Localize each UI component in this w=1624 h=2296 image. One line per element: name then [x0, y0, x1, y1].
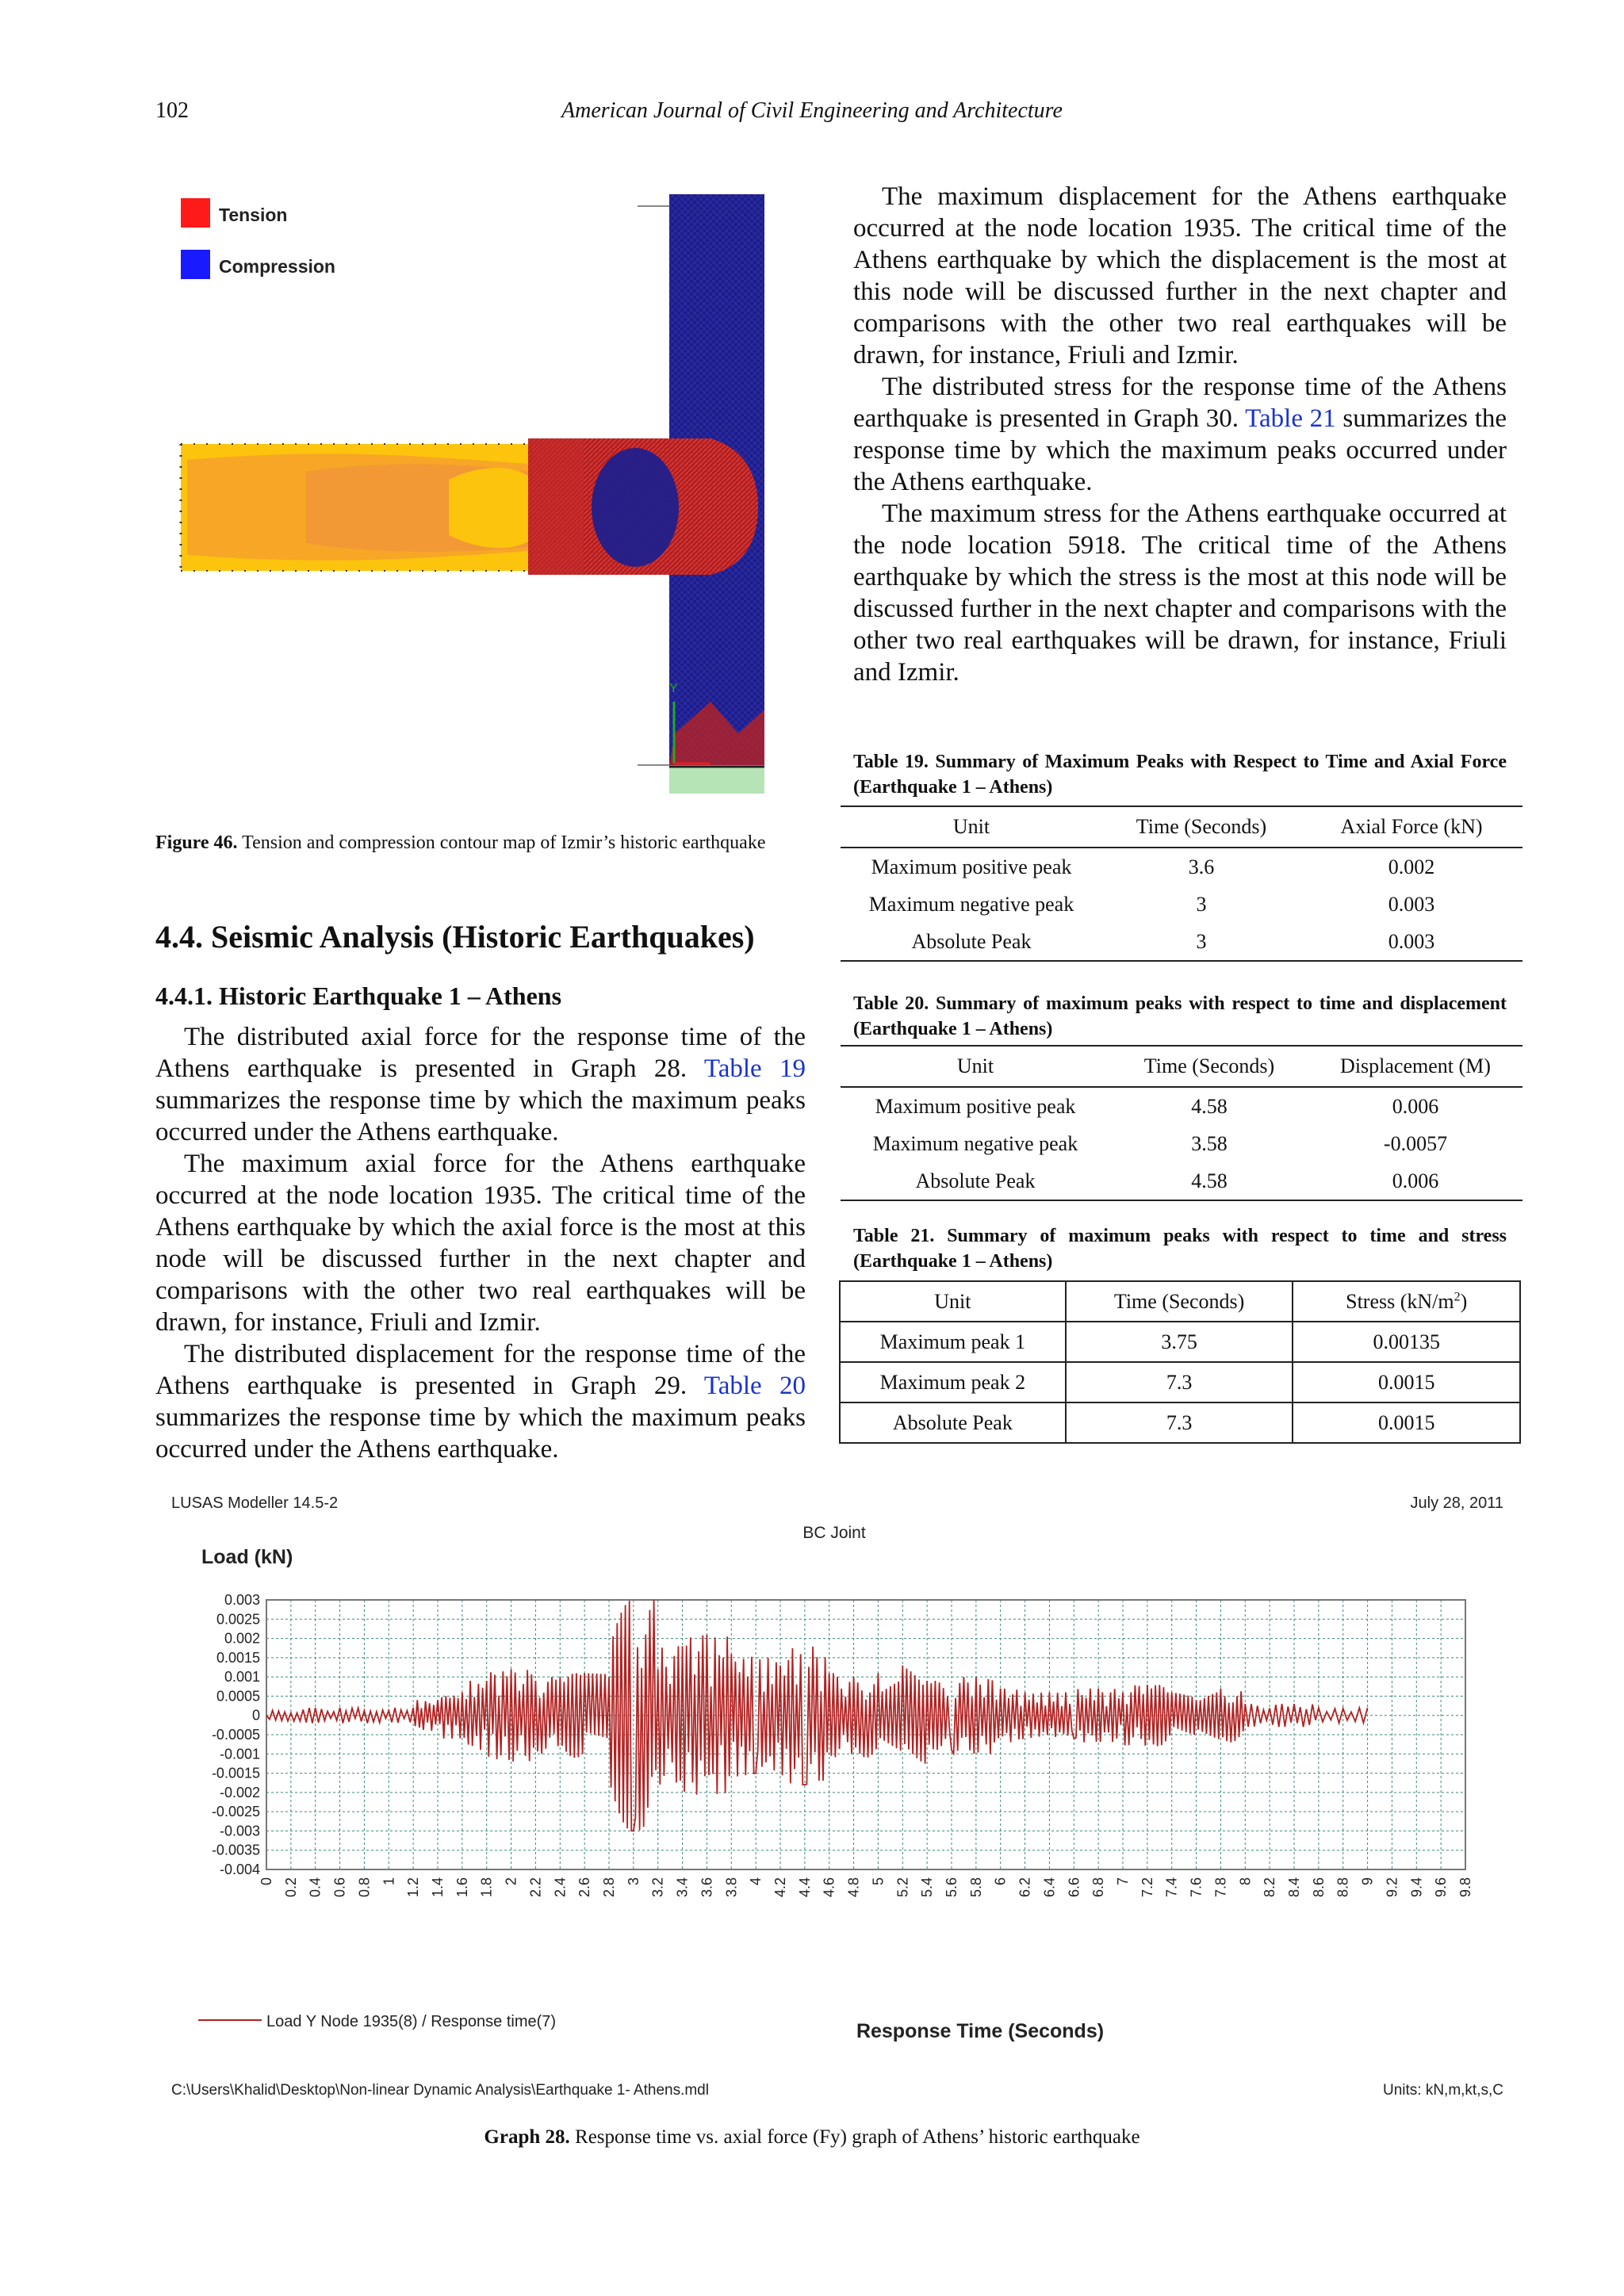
compression-label: Compression: [219, 256, 335, 277]
x-tick-label: 1.6: [454, 1877, 470, 1898]
left-paragraph-2: The maximum axial force for the Athens earthquake occurred at the node location 1935. The critical time of the Athens earthquake by which the axial force is the most at this node will be discussed further in the next chapter and comparisons with the other two real earthquakes will be drawn, for instance, Friuli and Izmir.: [155, 1150, 806, 1337]
table-cell: 3.6: [1188, 855, 1215, 878]
x-tick-label: 3: [625, 1877, 642, 1886]
table-cell: 0.002: [1388, 855, 1435, 878]
figure-46-caption-text: Tension and compression contour map of Izmir’s historic earthquake: [242, 832, 766, 853]
software-label: LUSAS Modeller 14.5-2: [171, 1494, 339, 1512]
x-axis-title: Response Time (Seconds): [856, 2020, 1105, 2042]
table-cell: 0.003: [1388, 892, 1435, 916]
x-tick-label: 2.2: [527, 1877, 544, 1898]
section-heading: 4.4. Seismic Analysis (Historic Earthquakes): [155, 919, 755, 955]
graph-28-caption: [0, 2126, 1624, 2149]
y-tick-label: 0.0005: [216, 1688, 260, 1705]
load-chart: [155, 1490, 1519, 2109]
table-cell: 3: [1196, 892, 1207, 916]
x-tick-label: 9.4: [1408, 1877, 1425, 1898]
table-cell: Maximum negative peak: [872, 1131, 1078, 1155]
date-label: July 28, 2011: [1410, 1494, 1503, 1512]
x-tick-label: 4.2: [772, 1877, 788, 1898]
left-paragraphs: [155, 1021, 806, 1465]
table-row: [841, 1087, 1522, 1125]
table-cell: Absolute Peak: [841, 1162, 1110, 1200]
y-tick-label: 0.0015: [216, 1649, 260, 1666]
x-tick-label: 0.8: [356, 1877, 373, 1898]
table-cell: 0.0015: [1293, 1362, 1520, 1402]
table-cell: 3.75: [1066, 1322, 1293, 1362]
x-tick-label: 2.4: [552, 1877, 569, 1898]
x-tick-label: 7.6: [1188, 1877, 1205, 1898]
x-ticks: [259, 1877, 1473, 1897]
table-cell: Maximum positive peak: [875, 1094, 1076, 1118]
y-tick-label: -0.0025: [211, 1804, 260, 1820]
table-cell: 0.006: [1392, 1094, 1439, 1118]
series-line: [266, 1600, 1368, 1831]
x-tick-label: 8.4: [1286, 1877, 1302, 1898]
tension-label: Tension: [219, 205, 288, 225]
table-cell: 0.0015: [1293, 1402, 1520, 1443]
table-19-header-time: Time (Seconds): [1102, 806, 1300, 848]
x-tick-label: 6.2: [1017, 1877, 1033, 1898]
y-tick-label: -0.0005: [211, 1727, 260, 1743]
x-tick-label: 3.6: [699, 1877, 715, 1898]
x-tick-label: 7: [1115, 1877, 1131, 1886]
y-tick-label: 0.001: [224, 1669, 260, 1686]
table-cell: 4.58: [1191, 1094, 1228, 1118]
x-tick-label: 2.6: [576, 1877, 593, 1898]
tension-swatch: [181, 198, 210, 228]
table-cell: 7.3: [1066, 1402, 1293, 1443]
x-tick-label: 6.4: [1041, 1877, 1058, 1898]
table-cell: 0.003: [1300, 923, 1522, 961]
y-tick-label: -0.004: [219, 1862, 260, 1877]
x-tick-label: 8.8: [1335, 1877, 1351, 1898]
chart-title: BC Joint: [802, 1524, 866, 1542]
table-21-header-unit: Unit: [840, 1281, 1066, 1322]
table-19-header-force: Axial Force (kN): [1300, 806, 1522, 848]
table-21: [839, 1280, 1521, 1444]
table-row: [840, 1402, 1520, 1443]
table-21-header-stress: Stress $(kN/m^2)$: [1293, 1281, 1520, 1322]
table-cell: 7.3: [1066, 1362, 1293, 1402]
figure-46-caption: [155, 829, 806, 856]
chart-grid: [266, 1600, 1465, 1869]
x-tick-label: 9.6: [1433, 1877, 1450, 1898]
table-20-header-displacement: Displacement (M): [1308, 1046, 1522, 1087]
x-tick-label: 4.6: [821, 1877, 837, 1898]
table-cell: 0.00135: [1293, 1322, 1520, 1362]
table-cell: Maximum positive peak: [871, 855, 1072, 878]
y-tick-label: -0.001: [219, 1746, 260, 1762]
journal-title: American Journal of Civil Engineering and Architecture: [561, 98, 1063, 123]
x-tick-label: 5.4: [919, 1877, 936, 1898]
table-cell: Maximum negative peak: [868, 892, 1074, 916]
x-tick-label: 9: [1359, 1877, 1376, 1886]
x-tick-label: 7.4: [1163, 1877, 1180, 1898]
x-tick-label: 0: [259, 1877, 274, 1886]
x-tick-label: 6: [992, 1877, 1009, 1886]
x-tick-label: 6.6: [1066, 1877, 1082, 1898]
table-row: [840, 1322, 1520, 1362]
page-number: 102: [155, 98, 189, 123]
x-tick-label: 2: [503, 1877, 519, 1886]
table-row: [841, 1162, 1522, 1200]
y-tick-label: 0.0025: [216, 1611, 260, 1628]
x-tick-label: 5: [870, 1877, 887, 1886]
x-tick-label: 1.8: [478, 1877, 495, 1898]
figure-46: [155, 186, 822, 821]
x-tick-label: 3.8: [723, 1877, 740, 1898]
x-tick-label: 2.8: [601, 1877, 617, 1898]
table-20-link[interactable]: Table 20: [703, 1372, 806, 1400]
x-tick-label: 9.8: [1457, 1877, 1473, 1898]
x-tick-label: 8.6: [1310, 1877, 1327, 1898]
file-path: C:\Users\Khalid\Desktop\Non-linear Dynamic Analysis\Earthquake 1- Athens.mdl: [171, 2082, 709, 2099]
table-row: [841, 923, 1522, 961]
x-tick-label: 5.6: [944, 1877, 959, 1898]
table-cell: Absolute Peak: [840, 1402, 1066, 1443]
x-tick-label: 1: [381, 1877, 397, 1886]
x-tick-label: 0.6: [331, 1877, 348, 1898]
table-19-header-unit: Unit: [841, 806, 1102, 848]
right-paragraphs: [853, 181, 1507, 688]
table-cell: Absolute Peak: [841, 923, 1102, 961]
table-row: [841, 886, 1522, 923]
figure-46-caption-label: Figure 46.: [155, 832, 238, 853]
left-paragraph-1: The distributed axial force for the response time of the Athens earthquake is presented in Graph 28. Table 19 summarizes the response time by which the maximum peaks occurred under the Athens earthquake.: [155, 1023, 806, 1146]
table-cell: Maximum peak 2: [840, 1362, 1066, 1402]
x-tick-label: 8.2: [1262, 1877, 1278, 1898]
axis-y-label: Y: [669, 682, 678, 695]
x-tick-label: 1.4: [430, 1877, 446, 1898]
legend-label: Load Y Node 1935(8) / Response time(7): [266, 2013, 557, 2030]
units-label: Units: kN,m,kt,s,C: [1382, 2082, 1503, 2099]
table-20-header-time: Time (Seconds): [1110, 1046, 1308, 1087]
table-21-caption: Table 21. Summary of maximum peaks with respect to time and stress (Earthquake 1 – Athens): [853, 1226, 1507, 1272]
table-cell: 3.58: [1191, 1131, 1228, 1155]
table-cell: 3: [1102, 923, 1300, 961]
table-19: [841, 806, 1522, 962]
table-19-link[interactable]: Table 19: [703, 1054, 806, 1083]
y-tick-label: -0.0015: [211, 1765, 260, 1781]
x-tick-label: 6.8: [1090, 1877, 1107, 1898]
x-tick-label: 9.2: [1384, 1877, 1400, 1898]
table-cell: 4.58: [1110, 1162, 1308, 1200]
y-tick-label: 0.002: [224, 1630, 260, 1647]
left-paragraph-3: The distributed displacement for the response time of the Athens earthquake is presented in Graph 29. Table 20 summarizes the response time by which the maximum peaks occurred under the Athens earthquake.: [155, 1340, 806, 1464]
compression-swatch: [181, 250, 210, 279]
x-tick-label: 7.8: [1212, 1877, 1229, 1898]
y-tick-label: -0.0035: [211, 1842, 260, 1858]
x-tick-label: 7.2: [1139, 1877, 1155, 1898]
table-cell: -0.0057: [1383, 1131, 1448, 1155]
table-cell: 0.006: [1308, 1162, 1522, 1200]
x-tick-label: 0.4: [307, 1877, 324, 1898]
x-tick-label: 4.4: [796, 1877, 813, 1898]
x-tick-label: 0.2: [282, 1877, 299, 1898]
table-20-caption: Table 20. Summary of maximum peaks with respect to time and displacement (Earthquake 1 – Athens): [853, 993, 1507, 1039]
graph-28-caption-label: Graph 28.: [484, 2126, 570, 2148]
right-paragraph-3: The maximum stress for the Athens earthquake occurred at the node location 5918. The critical time of the Athens earthquake by which the stress is the most at this node will be discussed further in the next chapter and comparisons with the other two real earthquakes will be drawn, for instance, Friuli and Izmir.: [853, 499, 1507, 687]
y-ticks: [212, 1592, 260, 1877]
x-tick-label: 1.2: [405, 1877, 422, 1898]
contour-map: [155, 186, 822, 821]
subsection-heading: 4.4.1. Historic Earthquake 1 – Athens: [155, 982, 562, 1010]
table-row: [840, 1362, 1520, 1402]
x-tick-label: 4: [748, 1877, 764, 1886]
table-21-link[interactable]: Table 21: [1245, 404, 1336, 433]
table-row: [841, 1125, 1522, 1162]
graph-28: [155, 1490, 1519, 2109]
x-tick-label: 8: [1237, 1877, 1254, 1886]
x-tick-label: 3.4: [674, 1877, 691, 1898]
table-20-header-unit: Unit: [841, 1046, 1110, 1087]
y-tick-label: 0.003: [224, 1592, 260, 1608]
table-20: [841, 1045, 1522, 1201]
x-tick-label: 5.8: [967, 1877, 984, 1898]
right-paragraph-2: The distributed stress for the response time of the Athens earthquake is presented in Graph 30. Table 21 summarizes the response time by which the maximum peaks occurred under the Athens earthquake.: [853, 373, 1507, 496]
table-cell: Maximum peak 1: [840, 1322, 1066, 1362]
table-19-caption: Table 19. Summary of Maximum Peaks with Respect to Time and Axial Force (Earthquake 1 – Athens): [853, 752, 1507, 798]
y-tick-label: -0.002: [219, 1784, 260, 1800]
table-21-header-time: Time (Seconds): [1066, 1281, 1293, 1322]
y-tick-label: 0: [251, 1707, 260, 1724]
table-row: [841, 848, 1522, 886]
x-tick-label: 5.2: [894, 1877, 911, 1898]
y-tick-label: -0.003: [219, 1823, 260, 1839]
y-axis-title: Load (kN): [201, 1546, 293, 1568]
x-tick-label: 4.8: [845, 1877, 862, 1898]
right-paragraph-1: The maximum displacement for the Athens earthquake occurred at the node location 1935. The critical time of the Athens earthquake by which the displacement is the most at this node will be discussed further in the next chapter and comparisons with the other two real earthquakes will be drawn, for instance, Friuli and Izmir.: [853, 182, 1507, 369]
x-tick-label: 3.2: [649, 1877, 666, 1898]
graph-28-caption-text: Response time vs. axial force (Fy) graph of Athens’ historic earthquake: [575, 2126, 1140, 2148]
